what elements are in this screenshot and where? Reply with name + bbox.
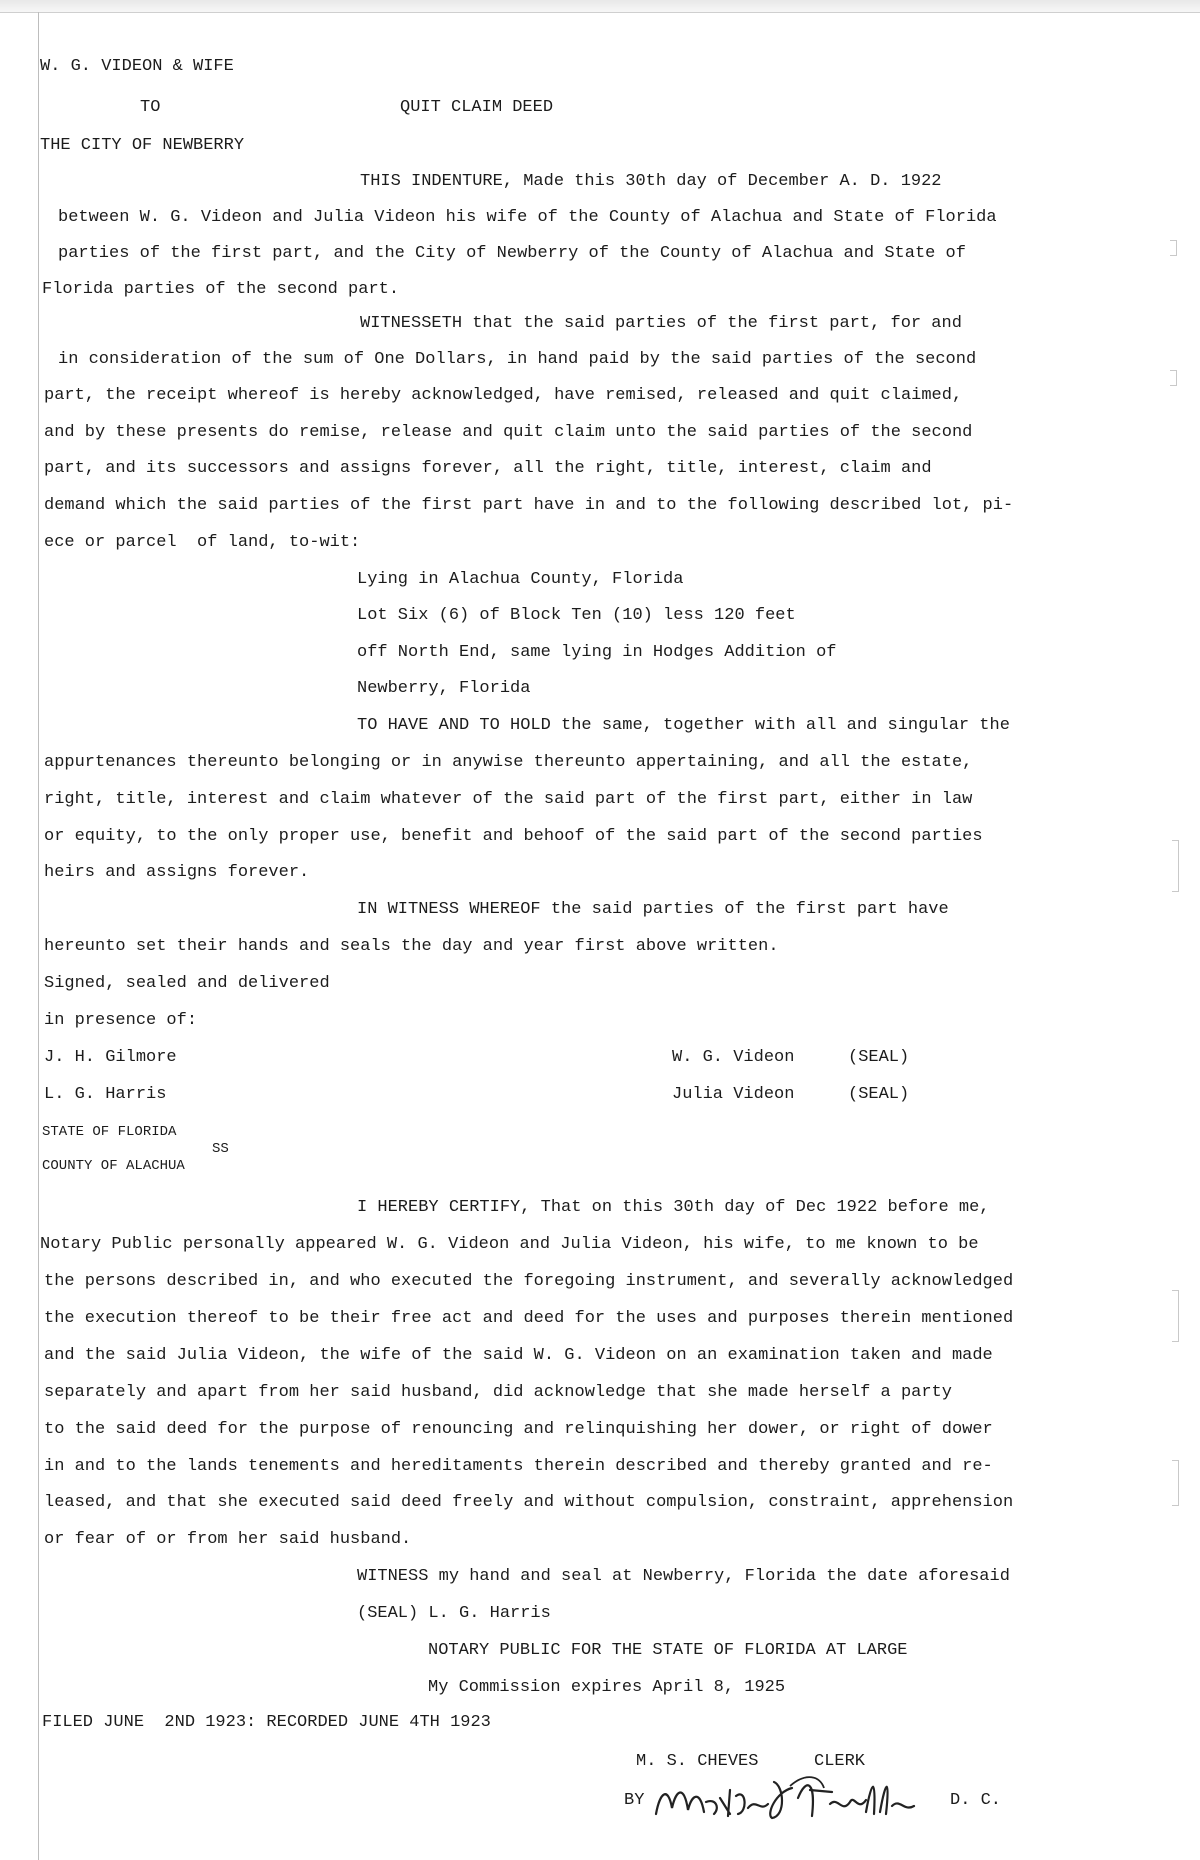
deed-line: appurtenances thereunto belonging or in anywise thereunto appertaining, and all the estate, [44, 753, 973, 772]
certificate-line: leased, and that she executed said deed freely and without compulsion, constraint, apprehension [44, 1493, 1014, 1512]
deed-line: demand which the said parties of the first part have in and to the following described lot, pi- [44, 496, 1014, 515]
deed-line: part, and its successors and assigns forever, all the right, title, interest, claim and [44, 459, 932, 478]
certificate-line: I HEREBY CERTIFY, That on this 30th day of Dec 1922 before me, [357, 1198, 990, 1217]
certificate-line: Notary Public personally appeared W. G. Videon and Julia Videon, his wife, to me known to be [40, 1235, 979, 1254]
filing-record: FILED JUNE 2ND 1923: RECORDED JUNE 4TH 1923 [42, 1713, 491, 1732]
property-description-line: off North End, same lying in Hodges Addition of [357, 643, 837, 662]
clerk-title: CLERK [814, 1752, 866, 1771]
signatory-seal: (SEAL) [848, 1085, 910, 1104]
handwritten-signature [580, 1768, 940, 1832]
witness-name: J. H. Gilmore [44, 1048, 177, 1067]
certificate-line: WITNESS my hand and seal at Newberry, Florida the date aforesaid [357, 1567, 1010, 1586]
signatory-seal: (SEAL) [848, 1048, 910, 1067]
deputy-clerk-abbrev: D. C. [950, 1791, 1002, 1810]
deed-line: IN WITNESS WHEREOF the said parties of the first part have [357, 900, 949, 919]
deed-line: Signed, sealed and delivered [44, 974, 330, 993]
notary-signature-line: (SEAL) L. G. Harris [357, 1604, 551, 1623]
property-description-line: Lying in Alachua County, Florida [357, 570, 684, 589]
to-heading: TO [140, 98, 161, 117]
witness-name: L. G. Harris [44, 1085, 167, 1104]
deed-line: Florida parties of the second part. [42, 280, 400, 299]
signatory-name: Julia Videon [672, 1085, 795, 1104]
grantor-heading: W. G. VIDEON & WIFE [40, 57, 234, 76]
document-title: QUIT CLAIM DEED [400, 98, 554, 117]
certificate-line: the persons described in, and who executed the foregoing instrument, and severally acknowledged [44, 1272, 1014, 1291]
certificate-line: the execution thereof to be their free act and deed for the uses and purposes therein mentioned [44, 1309, 1014, 1328]
deed-line: part, the receipt whereof is hereby acknowledged, have remised, released and quit claimed, [44, 386, 963, 405]
left-margin-line [38, 12, 39, 1860]
notary-title: NOTARY PUBLIC FOR THE STATE OF FLORIDA AT LARGE [428, 1641, 908, 1660]
clerk-by: BY [624, 1791, 645, 1810]
deed-line: in presence of: [44, 1011, 198, 1030]
deed-line: between W. G. Videon and Julia Videon his wife of the County of Alachua and State of Florida [58, 208, 997, 227]
grantee-heading: THE CITY OF NEWBERRY [40, 136, 245, 155]
certificate-line: separately and apart from her said husband, did acknowledge that she made herself a party [44, 1383, 952, 1402]
property-description-line: Lot Six (6) of Block Ten (10) less 120 feet [357, 606, 796, 625]
certificate-line: or fear of or from her said husband. [44, 1530, 412, 1549]
deed-line: and by these presents do remise, release and quit claim unto the said parties of the second [44, 423, 973, 442]
margin-mark [1172, 1290, 1179, 1342]
certificate-line: in and to the lands tenements and hereditaments therein described and thereby granted and re- [44, 1457, 993, 1476]
deed-line: heirs and assigns forever. [44, 863, 310, 882]
notary-commission: My Commission expires April 8, 1925 [428, 1678, 786, 1697]
scan-top-band [0, 0, 1200, 13]
certificate-line: and the said Julia Videon, the wife of the said W. G. Videon on an examination taken and made [44, 1346, 993, 1365]
deed-line: or equity, to the only proper use, benefit and behoof of the said part of the second parties [44, 827, 983, 846]
deed-line: in consideration of the sum of One Dollars, in hand paid by the said parties of the second [58, 350, 977, 369]
margin-mark [1172, 840, 1179, 892]
deed-line: WITNESSETH that the said parties of the first part, for and [360, 314, 962, 333]
deed-line: hereunto set their hands and seals the day and year first above written. [44, 937, 779, 956]
margin-mark [1170, 240, 1177, 256]
venue-state: STATE OF FLORIDA [42, 1124, 177, 1140]
margin-mark [1172, 1460, 1179, 1506]
margin-mark [1170, 370, 1177, 386]
deed-line: TO HAVE AND TO HOLD the same, together with all and singular the [357, 716, 1010, 735]
deed-line: ece or parcel of land, to-wit: [44, 533, 361, 552]
signatory-name: W. G. Videon [672, 1048, 795, 1067]
venue-ss: SS [212, 1141, 229, 1157]
property-description-line: Newberry, Florida [357, 679, 531, 698]
clerk-name: M. S. CHEVES [636, 1752, 759, 1771]
venue-county: COUNTY OF ALACHUA [42, 1158, 185, 1174]
deed-line: right, title, interest and claim whatever of the said part of the first part, either in law [44, 790, 973, 809]
certificate-line: to the said deed for the purpose of renouncing and relinquishing her dower, or right of dower [44, 1420, 993, 1439]
deed-line: parties of the first part, and the City of Newberry of the County of Alachua and State of [58, 244, 966, 263]
deed-line: THIS INDENTURE, Made this 30th day of December A. D. 1922 [360, 172, 942, 191]
